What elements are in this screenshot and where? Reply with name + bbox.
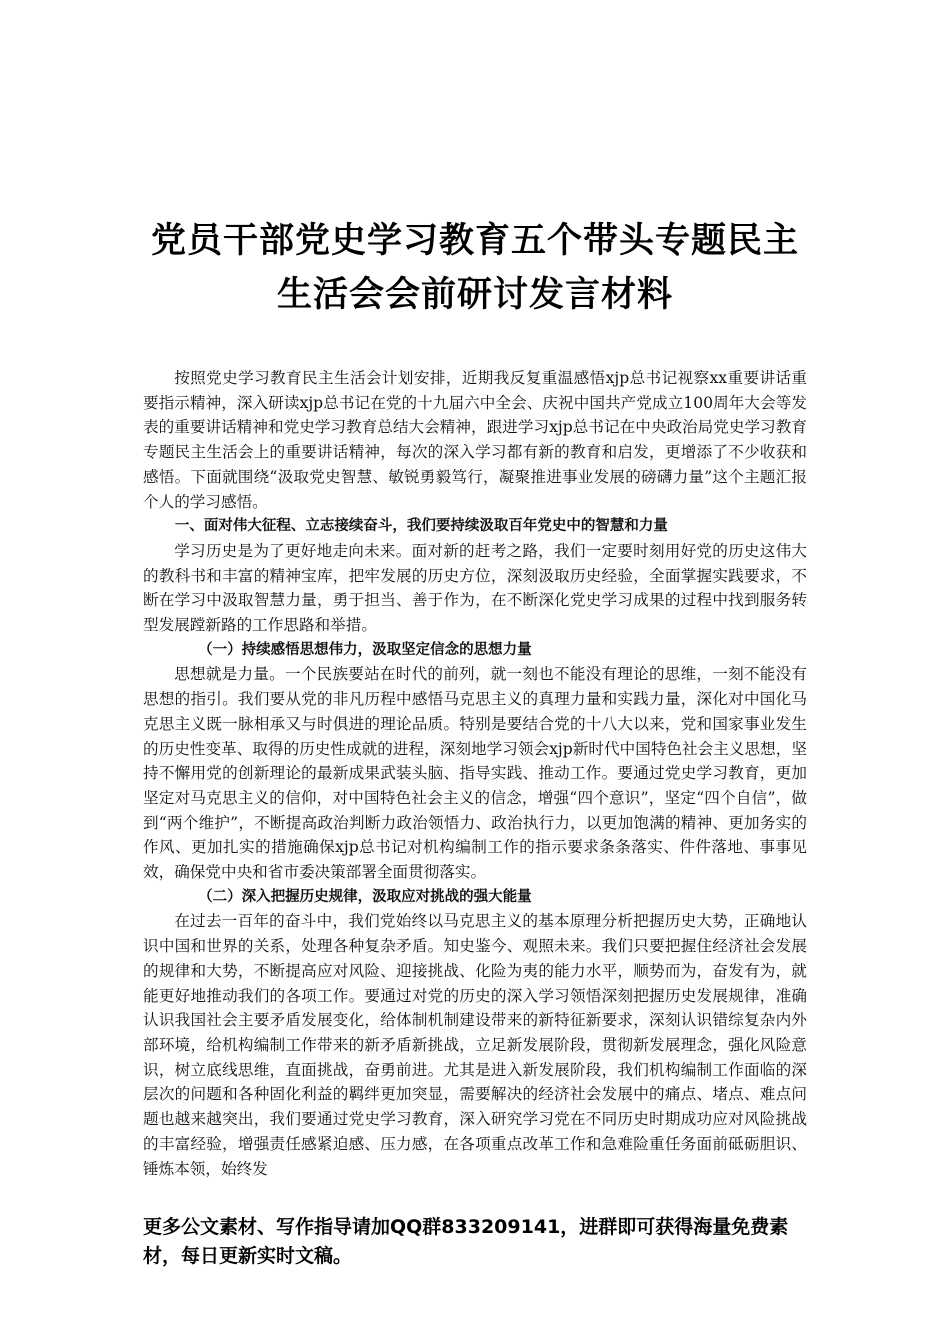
subsection-1-paragraph: 思想就是力量。一个民族要站在时代的前列，就一刻也不能没有理论的思维，一刻不能没有思想的指引。我们要从党的非凡历程中感悟马克思主义的真理力量和实践力量，深化对中国化马克思主义既一脉相承又与时俱进的理论品质。特别是要结合党的十八大以来，党和国家事业发生的历史性变革、取得的历史性成就的进程，深刻地学习领会xjp新时代中国特色社会主义思想，坚持不懈用党的创新理论的最新成果武装头脑、指导实践、推动工作。要通过党史学习教育，更加坚定对马克思主义的信仰，对中国特色社会主义的信念，增强“四个意识”，坚定“四个自信”，做到“两个维护”，不断提高政治判断力政治领悟力、政治执行力，以更加饱满的精神、更加务实的作风、更加扎实的措施确保xjp总书记对机构编制工作的指示要求条条落实、件件落地、事事见效，确保党中央和省市委决策部署全面贯彻落实。	[143, 665, 807, 882]
document-title	[140, 214, 810, 322]
subsection-2-paragraph: 在过去一百年的奋斗中，我们党始终以马克思主义的基本原理分析把握历史大势，正确地认识中国和世界的关系，处理各种复杂矛盾。知史鉴今、观照未来。我们只要把握住经济社会发展的规律和大势，不断提高应对风险、迎接挑战、化险为夷的能力水平，顺势而为，奋发有为，就能更好地推动我们的各项工作。要通过对党的历史的深入学习领悟深刻把握历史发展规律，准确认识我国社会主要矛盾发展变化，给体制机制建设带来的新特征新要求，深刻认识错综复杂内外部环境，给机构编制工作带来的新矛盾新挑战，立足新发展阶段，贯彻新发展理念，强化风险意识，树立底线思维，直面挑战，奋勇前进。尤其是进入新发展阶段，我们机构编制工作面临的深层次的问题和各种固化利益的羁绊更加突显，需要解决的经济社会发展中的痛点、堵点、难点问题也越来越突出，我们要通过党史学习教育，深入研究学习党在不同历史时期成功应对风险挑战的丰富经验，增强责任感紧迫感、压力感，在各项重点改革工作和急难险重任务面前砥砺胆识、锤炼本领，始终发	[143, 912, 807, 1178]
section-1-paragraph: 学习历史是为了更好地走向未来。面对新的赶考之路，我们一定要时刻用好党的历史这伟大的教科书和丰富的精神宝库，把牢发展的历史方位，深刻汲取历史经验，全面掌握实践要求，不断在学习中汲取智慧力量，勇于担当、善于作为，在不断深化党史学习成果的过程中找到服务转型发展蹚新路的工作思路和举措。	[143, 541, 807, 635]
intro-paragraph: 按照党史学习教育民主生活会计划安排，近期我反复重温感悟xjp总书记视察xx重要讲话重要指示精神，深入研读xjp总书记在党的十九届六中全会、庆祝中国共产党成立100周年大会等发表的重要讲话精神和党史学习教育总结大会精神，跟进学习xjp总书记在中央政治局党史学习教育专题民主生活会上的重要讲话精神，每次的深入学习都有新的教育和启发，更增添了不少收获和感悟。下面就围绕“汲取党史智慧、敏锐勇毅笃行，凝聚推进事业发展的磅礴力量”这个主题汇报个人的学习感悟。	[143, 369, 807, 511]
title-line-2: 生活会会前研讨发言材料	[276, 275, 673, 315]
title-line-1: 党员干部党史学习教育五个带头专题民主	[150, 221, 799, 261]
section-1-heading: 一、面对伟大征程、立志接续奋斗，我们要持续汲取百年党史中的智慧和力量	[174, 518, 668, 535]
document-body	[143, 366, 807, 1181]
footer-advertisement: 更多公文素材、写作指导请加QQ群833209141，进群即可获得海量免费素材，每日更新实时文稿。	[143, 1216, 789, 1267]
subsection-2-heading: （二）深入把握历史规律，汲取应对挑战的强大能量	[198, 887, 532, 905]
subsection-1-heading: （一）持续感悟思想伟力，汲取坚定信念的思想力量	[198, 640, 532, 658]
